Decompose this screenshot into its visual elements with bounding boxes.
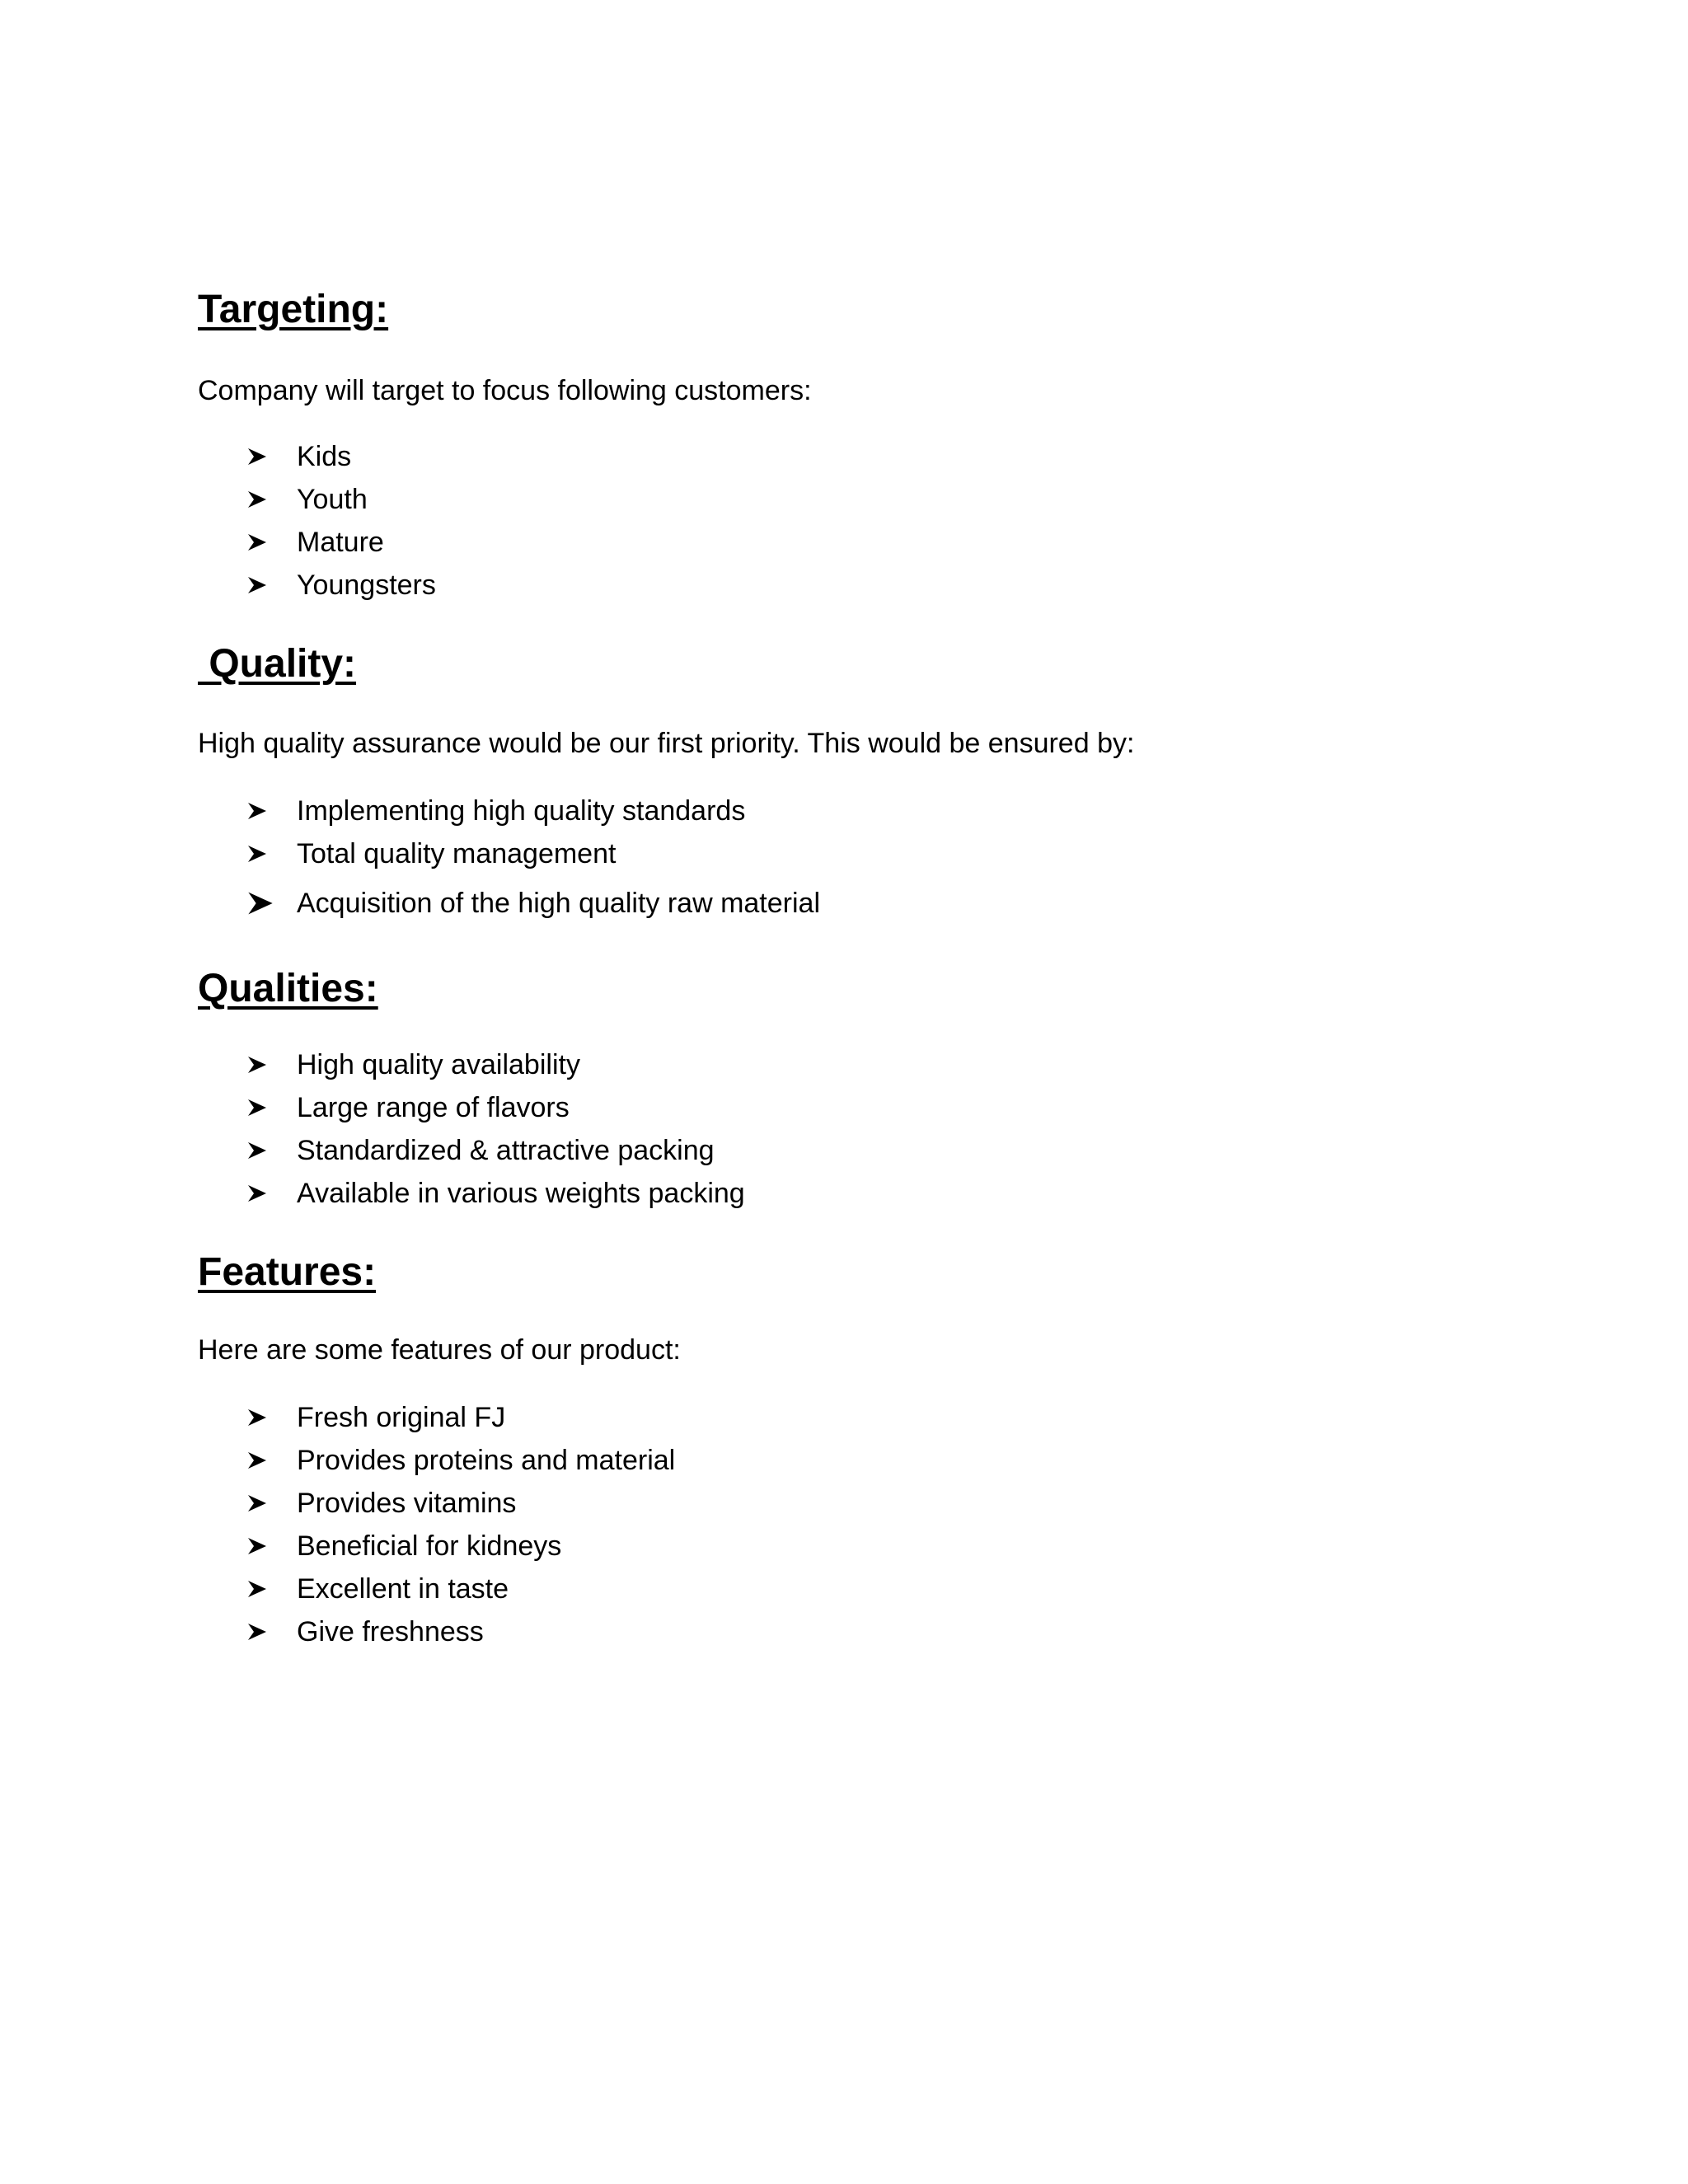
arrowhead-bullet-icon	[247, 1098, 267, 1118]
arrowhead-bullet-icon	[247, 1536, 267, 1556]
arrowhead-bullet-icon	[247, 575, 267, 595]
list-item	[247, 790, 820, 832]
arrowhead-bullet-icon	[247, 1055, 267, 1075]
quality-list	[247, 790, 820, 931]
list-item	[247, 1525, 675, 1568]
targeting-list	[247, 435, 436, 607]
list-item-text: Provides proteins and material	[297, 1445, 676, 1476]
list-item-text: Kids	[297, 441, 352, 472]
list-item	[247, 1396, 675, 1439]
list-item	[247, 1129, 745, 1172]
list-item-text: Implementing high quality standards	[297, 795, 746, 827]
list-item	[247, 1439, 675, 1482]
list-item	[247, 1610, 675, 1653]
quality-intro: High quality assurance would be our first priority. This would be ensured by:	[198, 728, 1135, 759]
qualities-heading: Qualities:	[198, 967, 378, 1010]
arrowhead-bullet-icon	[247, 1622, 267, 1642]
list-item-text: Mature	[297, 527, 384, 558]
list-item-text: Fresh original FJ	[297, 1402, 506, 1433]
list-item-text: Youth	[297, 484, 368, 515]
list-item-text: Youngsters	[297, 569, 436, 601]
arrowhead-bullet-icon	[247, 447, 267, 466]
features-intro: Here are some features of our product:	[198, 1334, 681, 1366]
arrowhead-bullet-icon	[247, 532, 267, 552]
arrowhead-bullet-icon	[247, 1451, 267, 1470]
list-item-text: Large range of flavors	[297, 1092, 570, 1123]
arrowhead-bullet-icon	[247, 1579, 267, 1599]
list-item	[247, 564, 436, 607]
arrowhead-bullet-icon	[247, 890, 274, 916]
list-item	[247, 1043, 745, 1086]
list-item	[247, 521, 436, 564]
features-list	[247, 1396, 675, 1653]
arrowhead-bullet-icon	[247, 1183, 267, 1203]
list-item-text: Excellent in taste	[297, 1573, 509, 1605]
list-item-text: High quality availability	[297, 1049, 580, 1080]
list-item	[247, 1172, 745, 1215]
arrowhead-bullet-icon	[247, 1408, 267, 1427]
qualities-list	[247, 1043, 745, 1215]
list-item	[247, 832, 820, 875]
quality-heading: Quality:	[198, 642, 357, 686]
arrowhead-bullet-icon	[247, 844, 267, 864]
arrowhead-bullet-icon	[247, 1493, 267, 1513]
list-item	[247, 1568, 675, 1610]
list-item	[247, 435, 436, 478]
list-item-text: Acquisition of the high quality raw material	[297, 888, 820, 919]
targeting-intro: Company will target to focus following customers:	[198, 375, 812, 406]
list-item-text: Total quality management	[297, 838, 617, 869]
list-item-text: Give freshness	[297, 1616, 484, 1647]
list-item	[247, 1482, 675, 1525]
arrowhead-bullet-icon	[247, 801, 267, 821]
list-item	[247, 478, 436, 521]
list-item-text: Available in various weights packing	[297, 1178, 745, 1209]
list-item-text: Standardized & attractive packing	[297, 1135, 715, 1166]
list-item-text: Provides vitamins	[297, 1488, 517, 1519]
list-item	[247, 875, 820, 931]
list-item-text: Beneficial for kidneys	[297, 1530, 562, 1562]
features-heading: Features:	[198, 1250, 377, 1294]
targeting-heading: Targeting:	[198, 288, 389, 331]
arrowhead-bullet-icon	[247, 1141, 267, 1160]
list-item	[247, 1086, 745, 1129]
arrowhead-bullet-icon	[247, 490, 267, 509]
